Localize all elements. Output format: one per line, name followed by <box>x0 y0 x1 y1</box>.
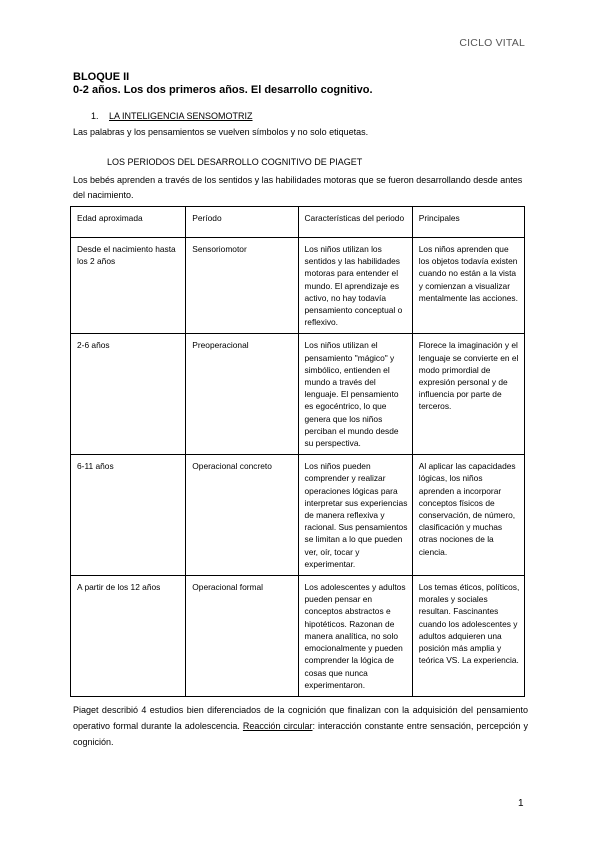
block-title: BLOQUE II <box>73 71 130 83</box>
table-header-row <box>71 207 525 238</box>
circular-reaction-term: Reacción circular <box>242 721 313 731</box>
table-row <box>71 334 525 455</box>
table-cell: Al aplicar las capacidades lógicas, los niños aprenden a incorporar conceptos físicos de conservación, de número, clasificación y muchas otras nociones de la ciencia. <box>412 455 524 576</box>
table-cell: Preoperacional <box>186 334 298 455</box>
table-cell: Los niños utilizan el pensamiento "mágico" y simbólico, entienden el mundo a través del lenguaje. El pensamiento es egocéntrico, lo que genera que los niños perciban el mundo desde su perspectiva. <box>298 334 412 455</box>
table-cell: Desde el nacimiento hasta los 2 años <box>71 238 186 334</box>
table-row <box>71 455 525 576</box>
section-2-heading: LOS PERIODOS DEL DESARROLLO COGNITIVO DE PIAGET <box>107 157 363 167</box>
table-row <box>71 576 525 697</box>
table-cell: Los niños utilizan los sentidos y las habilidades motoras para entender el mundo. El aprendizaje es activo, no hay todavía pensamiento conceptual o reflexivo. <box>298 238 412 334</box>
section-1-heading <box>91 111 253 121</box>
section-1-number: 1. <box>91 111 99 121</box>
table-header-cell: Período <box>186 207 298 238</box>
table-header-cell: Principales <box>412 207 524 238</box>
running-header: CICLO VITAL <box>459 37 525 49</box>
table-cell: Los temas éticos, políticos, morales y sociales resultan. Fascinantes cuando los adolescentes y adultos adquieren una posición más amplia y teórica VS. La experiencia. <box>412 576 524 697</box>
table-cell: Operacional concreto <box>186 455 298 576</box>
table-cell: Los adolescentes y adultos pueden pensar en conceptos abstractos e hipotéticos. Razonan de manera analítica, no solo emocionalmente y pueden comprender la lógica de cosas que nunca experimentaron. <box>298 576 412 697</box>
table-row <box>71 238 525 334</box>
paragraph-2: Los bebés aprenden a través de los sentidos y las habilidades motoras que se fueron desarrollando desde antes del nacimiento. <box>73 175 523 200</box>
table-cell: Los niños aprenden que los objetos todavía existen cuando no están a la vista y comienzan a visualizar mentalmente las acciones. <box>412 238 524 334</box>
chapter-subtitle: 0-2 años. Los dos primeros años. El desarrollo cognitivo. <box>73 84 373 96</box>
paragraph-3-definition: : interacción constante entre sensación, percepción y cognición. <box>73 721 528 747</box>
paragraph-3-text: Piaget describió 4 estudios bien diferenciados de la cognición que finalizan con la adquisición del pensamiento operativo formal durante la adolescencia. <box>73 705 528 731</box>
table-cell: A partir de los 12 años <box>71 576 186 697</box>
table-cell: Sensoriomotor <box>186 238 298 334</box>
section-1-title: LA INTELIGENCIA SENSOMOTRIZ <box>109 111 253 121</box>
page-number: 1 <box>518 798 524 809</box>
paragraph-1: Las palabras y los pensamientos se vuelven símbolos y no solo etiquetas. <box>73 127 369 137</box>
table-header-cell: Características del periodo <box>298 207 412 238</box>
table-cell: 2-6 años <box>71 334 186 455</box>
table-cell: Los niños pueden comprender y realizar operaciones lógicas para interpretar sus experiencias de manera reflexiva y racional. Sus pensamientos se limitan a lo que pueden ver, oír, tocar y experimentar. <box>298 455 412 576</box>
table-cell: Florece la imaginación y el lenguaje se convierte en el modo primordial de expresión personal y de influencia por parte de terceros. <box>412 334 524 455</box>
piaget-periods-table <box>70 206 525 697</box>
table-cell: 6-11 años <box>71 455 186 576</box>
paragraph-3 <box>73 702 528 750</box>
table-cell: Operacional formal <box>186 576 298 697</box>
table-header-cell: Edad aproximada <box>71 207 186 238</box>
